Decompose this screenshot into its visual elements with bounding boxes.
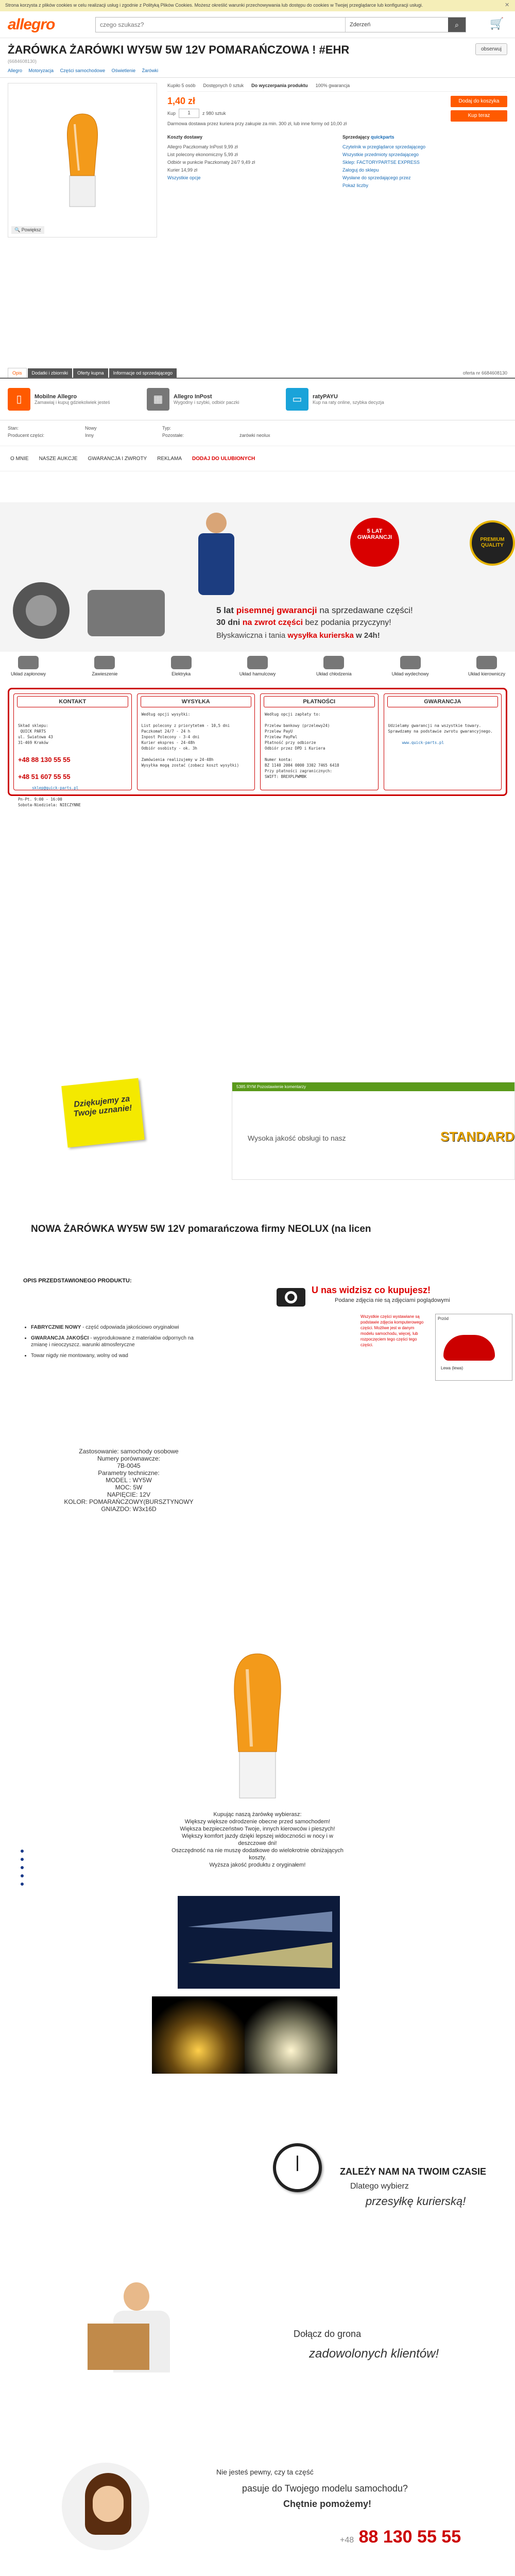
param-value: Inny: [85, 433, 94, 438]
buy-now-button[interactable]: Kup teraz: [451, 110, 507, 122]
hero-line-3: [216, 631, 515, 640]
car-image: [443, 1335, 495, 1361]
breadcrumb-item[interactable]: Części samochodowe: [60, 68, 106, 73]
benefit-line: Kupując naszą żarówkę wybierasz:: [213, 1811, 302, 1818]
close-icon[interactable]: ✕: [505, 2, 510, 8]
category-label: Elektryka: [171, 671, 191, 676]
spec-line: NAPIĘCIE: 12V: [107, 1491, 151, 1498]
mechanic-image: [185, 507, 247, 600]
free-label: Do wyczerpania produktu: [251, 83, 308, 88]
hero-red: pisemnej gwarancji: [236, 605, 317, 615]
shipping-body: Według opcji wysyłki: List polecony z priorytetem - 10,5 dni Paczkomat 24/7 - 24 h Inpost Polecony - 3-4 dni Kurier ekspres - 24-48h Odbiór osobisty - ok. 3h Zamówienia realizujemy w 24-48h Wysyłka mogą zostać (zobacz koszt wysyłki): [141, 712, 239, 768]
sales-info: [167, 83, 507, 92]
seller-link[interactable]: Wszystkie przedmioty sprzedającego: [342, 152, 419, 157]
param-label: Stan:: [8, 426, 19, 431]
card-label: Lewa (lewa): [441, 1366, 464, 1370]
contact-body: Skład sklepu: QUICK PARTS ul. Światowa 43 31-469 Kraków: [18, 723, 53, 745]
seller-head: Sprzedający: [342, 134, 370, 140]
real-photo-notice: [268, 1283, 515, 1391]
feature-text: Towar nigdy nie montowany, wolny od wad: [31, 1353, 128, 1359]
category-brakes[interactable]: [234, 656, 281, 679]
nav-about[interactable]: O MNIE: [10, 455, 29, 462]
spec-line: Numery porównawcze:: [97, 1455, 161, 1462]
large-bulb-image: [191, 1649, 324, 1803]
qty-prefix: Kup: [167, 111, 176, 116]
hero-strong: 30 dni: [216, 618, 241, 627]
allegro-logo[interactable]: allegro: [8, 15, 55, 33]
payments-body: Według opcji zapłaty to: Przelew bankowy (przelewy24) Przelew PayU Przelew PayPal Płatność przy odbiorze Odbiór przez DPD i Kuriera Numer konta: BZ 1140 2004 0000 3302 7465 6418 Przy płatności zagranicznych: SWIFT: BREXPLPWMBK: [265, 712, 339, 779]
feature-item: [31, 1352, 196, 1359]
warranty-link[interactable]: www.quick-parts.pl: [402, 740, 444, 745]
badge-text: 5 LAT GWARANCJI: [357, 528, 392, 540]
search-input[interactable]: [96, 18, 345, 32]
feature-item: [31, 1324, 196, 1331]
hero-banner: [0, 502, 515, 652]
param-value: Nowy: [85, 426, 97, 431]
road-before-image: [152, 1996, 245, 2074]
warranty-badge: [350, 518, 399, 567]
category-exhaust[interactable]: [387, 656, 434, 679]
hero-text: bez podania przyczyny!: [305, 618, 391, 627]
notice-text: Wszystkie części wystawiane są podstawie zdjęcia komputerowego części. Możliwe jest w danym modelu samochodu, więcej, lub rozpoczęciem tego części tego części.: [360, 1314, 424, 1347]
thanks-note: Dziękujemy za Twoje uznanie!: [61, 1078, 145, 1147]
param-value: [239, 425, 317, 432]
delivery-head: Koszty dostawy: [167, 134, 203, 140]
warranty-head: GWARANCJA: [387, 696, 499, 707]
card-title: Przód: [438, 1316, 449, 1321]
steering-wheel-icon: [476, 656, 497, 669]
feature-strong: GWARANCJA JAKOŚCI: [31, 1335, 89, 1341]
promo-raty[interactable]: [286, 384, 409, 415]
shipping-note: Darmowa dostawa przez kuriera przy zakupie za min. 300 zł, lub inne formy od 10,00 zł: [167, 121, 347, 126]
exhaust-icon: [400, 656, 421, 669]
param-label: Producent części:: [8, 433, 45, 438]
delivery-costs: [167, 133, 332, 190]
product-photo[interactable]: [8, 83, 157, 238]
join-line-2: zadowolonych klientów!: [309, 2347, 439, 2361]
tab-addons[interactable]: Dodatki i zbiorniki: [28, 368, 73, 378]
category-select[interactable]: Zderzeń: [345, 18, 448, 32]
search-bar: [95, 17, 466, 32]
car-parts-image: [0, 569, 185, 652]
category-label: Układ chłodzenia: [316, 671, 352, 676]
seller-link[interactable]: Pokaż liczby: [342, 183, 369, 188]
warranty-link[interactable]: 100% gwarancja: [315, 83, 350, 88]
help-line-3: Chętnie pomożemy!: [283, 2499, 372, 2509]
delivery-all-link[interactable]: Wszystkie opcje: [167, 175, 201, 180]
benefit-line: Wyższa jakość produktu z oryginałem!: [209, 1862, 306, 1868]
benefit-line: Większy większe odrodzenie obecne przed samochodem!: [184, 1819, 331, 1825]
spec-line: Parametry techniczne:: [98, 1469, 160, 1477]
buy-box: [0, 78, 515, 366]
search-icon: ⌕: [455, 20, 459, 29]
category-label: Układ kierowniczy: [468, 671, 505, 676]
nav-complaints[interactable]: REKLAMA: [157, 455, 182, 462]
phone-icon: ▯: [8, 388, 30, 411]
payments-box: [260, 693, 379, 790]
delivery-line: Allegro Paczkomaty InPost 9,99 zł: [167, 144, 238, 149]
price-box: [167, 96, 507, 126]
hero-strong: 5 lat: [216, 605, 234, 615]
headlight-comparison-image: [178, 1896, 340, 1989]
description-heading: OPIS PRZEDSTAWIONEGO PRODUKTU:: [23, 1278, 132, 1284]
bulb-benefits: [170, 1811, 345, 1869]
promo-row: [0, 379, 515, 420]
contact-box: [13, 693, 132, 807]
quality-text: Wysoka jakość obsługi to nasz: [248, 1134, 346, 1142]
breadcrumb-item[interactable]: Motoryzacja: [28, 68, 54, 73]
shipping-box: [137, 693, 255, 790]
feature-item: [31, 1335, 196, 1348]
feedback-bar: 5385 RYM Pozostawienie komentarzy: [232, 1082, 514, 1091]
category-label: Układ hamulcowy: [239, 671, 276, 676]
breadcrumb-item[interactable]: Allegro: [8, 68, 23, 73]
breadcrumb-item[interactable]: Oświetlenie: [111, 68, 136, 73]
observe-button[interactable]: obserwuj: [475, 43, 507, 55]
param-label: Pozostałe:: [162, 433, 184, 438]
shop-nav: [0, 446, 515, 471]
category-label: Zawieszenie: [92, 671, 118, 676]
notice-subheading: Podane zdjęcia nie są zdjęciami poglądowymi: [335, 1297, 450, 1303]
hero-red: na zwrot części: [242, 618, 303, 627]
search-button[interactable]: [448, 18, 466, 32]
standard-text: STANDARD: [440, 1129, 514, 1144]
time-cta: przesyłkę kurierską!: [366, 2195, 466, 2208]
tab-bar: [0, 366, 515, 379]
feature-text: - część odpowiada jakościowo oryginałowi: [81, 1325, 179, 1330]
category-ignition[interactable]: [5, 656, 52, 679]
site-header: [0, 11, 515, 38]
courier-image: [88, 2282, 175, 2380]
spec-line: KOLOR: POMARAŃCZOWY(BURSZTYNOWY: [64, 1498, 194, 1505]
phone-number: 88 130 55 55: [358, 2527, 461, 2547]
spec-line: MODEL : WY5W: [106, 1477, 152, 1484]
specs-block: [52, 1448, 206, 1513]
contact-hours: Pn-Pt. 9:00 - 16:00 Sobota-Niedziela: NIECZYNNE: [18, 797, 81, 807]
description-title: NOWA ŻARÓWKA WY5W 5W 12V pomarańczowa firmy NEOLUX (na licen: [31, 1224, 371, 1234]
feature-strong: FABRYCZNIE NOWY: [31, 1325, 81, 1330]
hero-line-2: [216, 618, 515, 628]
camera-icon: [276, 1283, 306, 1309]
contact-phone-1[interactable]: +48 88 130 55 55: [18, 756, 71, 764]
contact-head: KONTAKT: [17, 696, 128, 707]
seller-name[interactable]: quickparts: [371, 134, 394, 140]
benefit-line: Oszczędność na nie muszę dodatkowe do wielokrotnie obniżających koszty.: [171, 1848, 344, 1861]
add-to-cart-button[interactable]: Dodaj do koszyka: [451, 96, 507, 107]
tab-description[interactable]: Opis: [8, 368, 27, 378]
time-section: [258, 2143, 515, 2236]
promo-title: Mobilne Allegro: [35, 394, 77, 400]
buy-side: [157, 83, 507, 361]
spec-line: GNIAZDO: W3x16D: [101, 1505, 157, 1513]
quantity-input[interactable]: 1: [179, 109, 199, 118]
benefit-line: Większa bezpieczeństwo Twoje, innych kierowców i pieszych!: [180, 1826, 335, 1832]
seller-link[interactable]: Zaloguj do sklepu: [342, 167, 379, 173]
brake-icon: [247, 656, 268, 669]
seller-link[interactable]: Czytelnik w przeglądarce sprzedającego: [342, 144, 426, 149]
page-title: ŻARÓWKA ŻARÓWKI WY5W 5W 12V POMARAŃCZOWA ! #EHR: [8, 43, 350, 56]
nav-add-favorites[interactable]: DODAJ DO ULUBIONYCH: [192, 455, 255, 462]
param-value: żarówki neolux: [239, 433, 270, 438]
category-cooling[interactable]: [311, 656, 357, 679]
helpdesk-image: [62, 2463, 149, 2550]
cart-icon[interactable]: 🛒: [490, 16, 504, 30]
hero-strong: w 24h!: [356, 631, 380, 640]
feature-list: [31, 1324, 196, 1363]
time-sub: Dlatego wybierz: [350, 2182, 409, 2191]
spark-plug-icon: [18, 656, 39, 669]
battery-icon: [171, 656, 192, 669]
help-phone[interactable]: [340, 2527, 461, 2547]
card-icon: ▭: [286, 388, 308, 411]
promo-sub: Kup na raty online, szybka decyzja: [313, 400, 384, 405]
radiator-icon: [323, 656, 344, 669]
stock-count: Dostępnych 0 sztuk: [203, 83, 244, 88]
offer-number: oferta nr 6684608130: [462, 370, 507, 376]
category-label: Układ wydechowy: [391, 671, 429, 676]
clock-icon: [273, 2143, 322, 2192]
promo-title: ratyPAYU: [313, 394, 338, 400]
info-grid: [167, 133, 507, 190]
category-steering[interactable]: [464, 656, 510, 679]
param-label: Typ:: [162, 426, 171, 431]
quality-seal: PREMIUM QUALITY: [470, 520, 515, 566]
beam-diagram: [178, 1896, 340, 1989]
zoom-button[interactable]: 🔍 Powiększ: [11, 226, 44, 234]
phone-prefix: +48: [340, 2536, 354, 2545]
feature-text: - wyprodukowane z materiałów odpornych na zmianę i nieoczyszcz. warunki atmosferyczne: [31, 1335, 194, 1348]
warranty-box: [384, 693, 502, 790]
photo-example-card: [435, 1314, 512, 1381]
payments-head: PŁATNOŚCI: [264, 696, 375, 707]
category-row: [0, 652, 515, 683]
spring-icon: [94, 656, 115, 669]
shipping-head: WYSYŁKA: [141, 696, 252, 707]
promo-sub: Wygodny i szybki, odbiór paczki: [174, 400, 239, 405]
delivery-line: Odbiór w punkcie Paczkomaty 24/7 9,49 zł: [167, 160, 255, 165]
hero-red: wysyłka kurierska: [287, 631, 354, 640]
benefit-line: Większy komfort jazdy dzięki lepszej widoczności w nocy i w deszczowe dni!: [181, 1833, 334, 1846]
help-line-2: pasuje do Twojego modelu samochodu?: [242, 2483, 408, 2494]
hero-line-1: [216, 605, 515, 616]
help-line-1: Nie jesteś pewny, czy ta część: [216, 2468, 314, 2476]
promo-title: Allegro InPost: [174, 394, 212, 400]
category-label: Układ zapłonowy: [10, 671, 46, 676]
seller-link[interactable]: Sklep: FACTORYPARTSE EXPRESS: [342, 160, 420, 165]
contact-email[interactable]: sklep@quick-parts.pl: [32, 786, 79, 790]
category-suspension[interactable]: [81, 656, 128, 679]
price: 1,40 zł: [167, 96, 196, 106]
seller-link[interactable]: Wysłane do sprzedającego przez: [342, 175, 411, 180]
join-line-1: Dołącz do grona: [294, 2329, 362, 2339]
nav-auctions[interactable]: NASZE AUKCJE: [39, 455, 78, 462]
warranty-body: Udzielamy gwarancji na wszystkie towary. Sprawdzamy na podstawie zwrotu gwarancyjnego.: [388, 723, 493, 734]
nav-warranty[interactable]: GWARANCJA I ZWROTY: [88, 455, 147, 462]
delivery-line: List polecony ekonomiczny 5,99 zł: [167, 152, 238, 157]
quality-panel: [232, 1082, 515, 1180]
qty-suffix: z 980 sztuk: [202, 111, 226, 116]
shop-info-panel: [8, 688, 507, 807]
notice-heading: U nas widzisz co kupujesz!: [312, 1285, 431, 1295]
road-night-images: [152, 1996, 337, 2074]
cookie-text: Strona korzysta z plików cookies w celu realizacji usług i zgodnie z Polityką Plików Cookies. Możesz określić warunki przechowywania lub dostępu do cookies w Twojej przeglądarce lub konfiguracji usługi.: [5, 3, 423, 8]
seller-info: [342, 133, 507, 190]
promo-sub: Zamawiaj i kupuj gdziekolwiek jesteś: [35, 400, 110, 405]
time-heading: ZALEŻY NAM NA TWOIM CZASIE: [340, 2166, 486, 2177]
parameters-table: [0, 420, 515, 446]
delivery-line: Kurier 14,99 zł: [167, 167, 198, 173]
tab-seller-info[interactable]: Informacje od sprzedającego: [109, 368, 177, 378]
road-after-image: [245, 1996, 337, 2074]
breadcrumb-item[interactable]: Żarówki: [142, 68, 159, 73]
promo-mobile[interactable]: [8, 384, 131, 415]
cookie-bar: [0, 0, 515, 11]
promo-inpost[interactable]: [147, 384, 270, 415]
hero-text: na sprzedawane części!: [319, 605, 413, 615]
parcel-icon: ▦: [147, 388, 169, 411]
item-number: (6684608130): [8, 59, 37, 64]
bullet-dots: [21, 1850, 24, 1891]
category-electrics[interactable]: [158, 656, 204, 679]
spec-line: MOC: 5W: [115, 1484, 143, 1491]
bulb-image: [59, 109, 106, 212]
spec-line: 7B-0045: [117, 1462, 141, 1469]
tab-offers[interactable]: Oferty kupna: [73, 368, 108, 378]
hero-text: Błyskawiczna i tania: [216, 631, 286, 640]
breadcrumb: [0, 64, 515, 78]
sold-count: Kupiło 5 osób: [167, 83, 196, 88]
title-bar: [0, 38, 515, 59]
spec-line: Zastosowanie: samochody osobowe: [79, 1448, 179, 1455]
contact-phone-2[interactable]: +48 51 607 55 55: [18, 773, 71, 781]
